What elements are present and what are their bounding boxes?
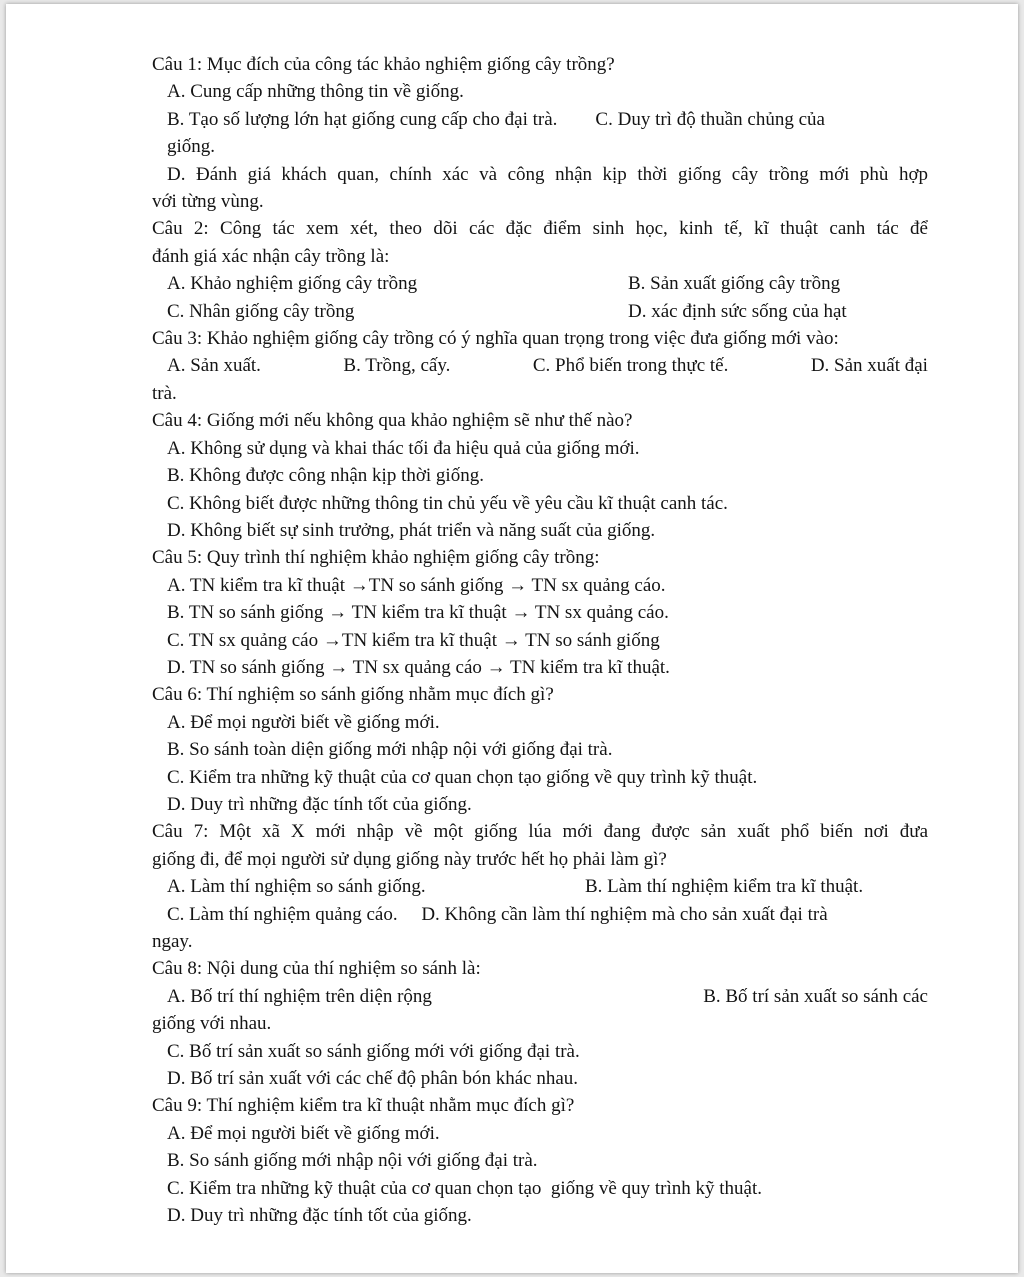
- question-4-option-d: D. Không biết sự sinh trưởng, phát triển và năng suất của giống.: [167, 519, 656, 541]
- question-5-option-b: B. TN so sánh giống → TN kiểm tra kĩ thuật → TN sx quảng cáo.: [167, 602, 669, 624]
- question-2-stem: Câu 2: Công tác xem xét, theo dõi các đặc điểm sinh học, kinh tế, kĩ thuật canh tác để: [152, 218, 928, 240]
- question-list: [152, 51, 928, 1229]
- question-3-option-c: C. Phổ biến trong thực tế.: [532, 355, 729, 377]
- question-2-options-row-1: [152, 270, 928, 297]
- question-2-option-d: D. xác định sức sống của hạt: [628, 300, 847, 322]
- question-5-option-a: A. TN kiểm tra kĩ thuật →TN so sánh giống → TN sx quảng cáo.: [167, 574, 666, 596]
- question-4-stem: Câu 4: Giống mới nếu không qua khảo nghiệm sẽ như thế nào?: [152, 410, 633, 432]
- question-6-option-a: A. Để mọi người biết về giống mới.: [167, 711, 440, 733]
- question-8-option-b-continued: giống với nhau.: [152, 1013, 272, 1035]
- document-page: [6, 4, 1018, 1273]
- question-2-options-row-2: [152, 298, 928, 325]
- question-7-option-d-continued: ngay.: [152, 931, 193, 952]
- question-1-option-c-continued: giống.: [167, 136, 216, 158]
- question-9-option-d: D. Duy trì những đặc tính tốt của giống.: [167, 1205, 472, 1227]
- question-4-option-a: A. Không sử dụng và khai thác tối đa hiệu quả của giống mới.: [167, 437, 640, 459]
- question-5-stem: Câu 5: Quy trình thí nghiệm khảo nghiệm giống cây trồng:: [152, 547, 600, 569]
- question-7-options-c-d: C. Làm thí nghiệm quảng cáo. D. Không cần làm thí nghiệm mà cho sản xuất đại trà: [167, 903, 828, 925]
- question-7-option-b: B. Làm thí nghiệm kiểm tra kĩ thuật.: [585, 876, 864, 898]
- question-8-stem: Câu 8: Nội dung của thí nghiệm so sánh là:: [152, 958, 481, 980]
- question-8-option-a: A. Bố trí thí nghiệm trên diện rộng: [167, 985, 432, 1007]
- question-7-stem-continued: giống đi, để mọi người sử dụng giống này trước hết họ phải làm gì?: [152, 848, 667, 870]
- question-6-stem: Câu 6: Thí nghiệm so sánh giống nhằm mục đích gì?: [152, 684, 554, 706]
- question-9-option-b: B. So sánh giống mới nhập nội với giống đại trà.: [167, 1150, 538, 1172]
- question-4-option-b: B. Không được công nhận kịp thời giống.: [167, 465, 484, 487]
- question-9-stem: Câu 9: Thí nghiệm kiểm tra kĩ thuật nhằm mục đích gì?: [152, 1095, 575, 1117]
- question-3-options-row: [152, 352, 928, 379]
- question-1-stem: Câu 1: Mục đích của công tác khảo nghiệm giống cây trồng?: [152, 54, 615, 75]
- question-7-stem: Câu 7: Một xã X mới nhập về một giống lúa mới đang được sản xuất phổ biến nơi đưa: [152, 821, 928, 843]
- question-2-stem-continued: đánh giá xác nhận cây trồng là:: [152, 245, 390, 267]
- question-9-option-a: A. Để mọi người biết về giống mới.: [167, 1122, 440, 1144]
- question-3-option-d: D. Sản xuất đại: [810, 355, 928, 377]
- question-8-option-d: D. Bố trí sản xuất với các chế độ phân bón khác nhau.: [167, 1068, 579, 1090]
- question-8-option-b: B. Bố trí sản xuất so sánh các: [703, 985, 928, 1007]
- question-3-option-d-continued: trà.: [152, 382, 177, 404]
- question-2-option-b: B. Sản xuất giống cây trồng: [628, 273, 841, 295]
- question-9-option-c: C. Kiểm tra những kỹ thuật của cơ quan chọn tạo giống về quy trình kỹ thuật.: [167, 1177, 762, 1199]
- question-7-option-a: A. Làm thí nghiệm so sánh giống.: [167, 876, 426, 898]
- question-3-option-a: A. Sản xuất.: [167, 355, 261, 377]
- question-3-option-b: B. Trồng, cấy.: [343, 355, 451, 377]
- question-1-option-b-c: B. Tạo số lượng lớn hạt giống cung cấp cho đại trà. C. Duy trì độ thuần chủng của: [167, 108, 825, 130]
- question-1-option-d: D. Đánh giá khách quan, chính xác và công nhận kịp thời giống cây trồng mới phù hợp: [167, 163, 928, 185]
- question-6-option-b: B. So sánh toàn diện giống mới nhập nội với giống đại trà.: [167, 739, 613, 761]
- question-5-option-c: C. TN sx quảng cáo →TN kiểm tra kĩ thuật → TN so sánh giống: [167, 629, 660, 651]
- question-8-option-c: C. Bố trí sản xuất so sánh giống mới với giống đại trà.: [167, 1040, 580, 1062]
- question-4-option-c: C. Không biết được những thông tin chủ yếu về yêu cầu kĩ thuật canh tác.: [167, 492, 728, 514]
- question-3-stem: Câu 3: Khảo nghiệm giống cây trồng có ý nghĩa quan trọng trong việc đưa giống mới vào:: [152, 328, 839, 350]
- question-2-option-c: C. Nhân giống cây trồng: [167, 300, 355, 322]
- question-2-option-a: A. Khảo nghiệm giống cây trồng: [167, 273, 418, 295]
- question-1-option-a: A. Cung cấp những thông tin về giống.: [167, 81, 464, 103]
- question-6-option-c: C. Kiểm tra những kỹ thuật của cơ quan chọn tạo giống về quy trình kỹ thuật.: [167, 766, 758, 788]
- question-7-options-row-1: [152, 873, 928, 900]
- question-6-option-d: D. Duy trì những đặc tính tốt của giống.: [167, 793, 472, 815]
- question-1-option-d-continued: với từng vùng.: [152, 191, 264, 213]
- question-8-options-row-1: [152, 983, 928, 1010]
- question-5-option-d: D. TN so sánh giống → TN sx quảng cáo → TN kiểm tra kĩ thuật.: [167, 656, 670, 678]
